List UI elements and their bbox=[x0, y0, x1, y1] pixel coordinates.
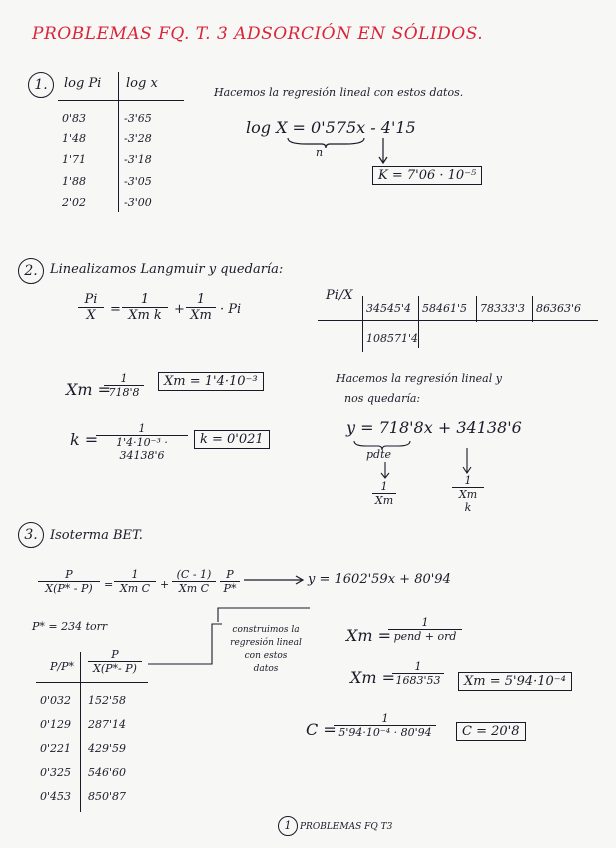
p2-intercept-inverse bbox=[452, 474, 484, 514]
p1-row-3-logx: -3'18 bbox=[124, 153, 152, 166]
p1-table-divider bbox=[118, 72, 119, 212]
p2-eq-plus: + bbox=[174, 302, 185, 317]
p3-pstar: P* = 234 torr bbox=[32, 620, 108, 633]
p3-eq-lhs-den: X(P* - P) bbox=[45, 582, 93, 595]
p1-table-header-rule bbox=[58, 100, 184, 101]
p2-table-header: Pi/X bbox=[326, 288, 353, 303]
problem-3-number: 3. bbox=[18, 522, 44, 548]
p2-table-value-5: 108571'4 bbox=[366, 332, 419, 345]
p1-col-logpi: log Pi bbox=[64, 76, 102, 91]
p3-xm-def-den: pend + ord bbox=[393, 630, 457, 643]
p3-eq-term3 bbox=[220, 568, 240, 595]
p2-k-num: 1 bbox=[96, 422, 188, 436]
p3-col-2-num: P bbox=[88, 648, 142, 662]
p3-eq-term1 bbox=[114, 568, 156, 595]
p2-eq-term1 bbox=[122, 292, 168, 323]
p3-eq-term2-den: Xm C bbox=[178, 582, 210, 595]
p3-row-2-ppstar: 0'129 bbox=[40, 718, 72, 731]
p1-row-2-logpi: 1'48 bbox=[62, 132, 87, 145]
p3-eq-equals: = bbox=[104, 578, 114, 591]
p2-note-line1: Hacemos la regresión lineal y bbox=[336, 372, 502, 385]
p3-eq-term2 bbox=[172, 568, 216, 595]
p2-eq-term1-den: Xm k bbox=[128, 308, 162, 323]
p2-table-rule bbox=[318, 320, 598, 321]
p3-table-divider bbox=[80, 652, 81, 812]
p3-c-result-box: C = 20'8 bbox=[456, 722, 526, 741]
p3-c-den: 5'94·10⁻⁴ · 80'94 bbox=[338, 726, 432, 739]
p2-table-value-1: 34545'4 bbox=[366, 302, 412, 315]
p2-k-den: 1'4·10⁻³ · 34138'6 bbox=[116, 436, 168, 462]
p3-regression: y = 1602'59x + 80'94 bbox=[308, 572, 451, 587]
p2-k-result-box: k = 0'021 bbox=[194, 430, 270, 449]
p3-xm-calc-lhs: Xm = bbox=[350, 668, 396, 687]
p2-eq-term2-tail: · Pi bbox=[220, 302, 242, 317]
p2-intercept-inverse-num: 1 bbox=[452, 474, 484, 488]
p3-row-2-value: 287'14 bbox=[88, 718, 127, 731]
p1-row-5-logx: -3'00 bbox=[124, 196, 152, 209]
page-title: PROBLEMAS FQ. T. 3 ADSORCIÓN EN SÓLIDOS. bbox=[32, 24, 484, 44]
problem-1-number: 1. bbox=[28, 72, 54, 98]
p2-eq-lhs-num: Pi bbox=[78, 292, 104, 308]
p3-xm-def-lhs: Xm = bbox=[346, 626, 392, 645]
p3-side-note bbox=[224, 624, 308, 676]
p2-eq-term2 bbox=[186, 292, 216, 323]
p2-table-divider-4 bbox=[532, 296, 533, 322]
p3-side-note-bracket bbox=[214, 604, 314, 624]
p1-n-label: n bbox=[316, 146, 324, 159]
p2-table-value-4: 86363'6 bbox=[536, 302, 582, 315]
p1-row-3-logpi: 1'71 bbox=[62, 153, 87, 166]
p3-row-1-value: 152'58 bbox=[88, 694, 127, 707]
p3-xm-calc-num: 1 bbox=[392, 660, 444, 674]
p2-table-divider-1 bbox=[362, 296, 363, 352]
p2-xm-lhs: Xm = bbox=[66, 380, 112, 399]
p2-slope-inverse-den: Xm bbox=[374, 494, 394, 507]
p3-col-2 bbox=[88, 648, 142, 675]
p2-intercept-arrow bbox=[462, 448, 472, 476]
p2-eq-term2-den: Xm bbox=[190, 308, 212, 323]
p2-slope-inverse-num: 1 bbox=[372, 480, 396, 494]
p3-eq-plus: + bbox=[160, 578, 170, 591]
p1-k-arrow bbox=[378, 138, 388, 166]
p1-row-2-logx: -3'28 bbox=[124, 132, 152, 145]
p2-eq-term2-num: 1 bbox=[186, 292, 216, 308]
p2-slope-inverse bbox=[372, 480, 396, 507]
p3-col-ppstar: P/P* bbox=[50, 660, 75, 673]
p1-row-1-logx: -3'65 bbox=[124, 112, 152, 125]
p2-xm-fraction bbox=[104, 372, 144, 399]
p3-row-5-value: 850'87 bbox=[88, 790, 127, 803]
p1-k-result-box: K = 7'06 · 10⁻⁵ bbox=[372, 166, 482, 185]
p3-side-note-line1: construimos la bbox=[232, 625, 300, 635]
p2-slope-label: pdte bbox=[366, 448, 392, 461]
p2-table-divider-2 bbox=[418, 296, 419, 348]
p1-col-logx: log x bbox=[126, 76, 158, 91]
p3-col-2-den: X(P*- P) bbox=[93, 662, 137, 675]
p3-eq-lhs-num: P bbox=[38, 568, 100, 582]
p3-side-note-line4: datos bbox=[253, 664, 279, 674]
p2-intercept-inverse-den: Xm k bbox=[458, 488, 478, 514]
p1-n-brace bbox=[286, 136, 366, 148]
p2-note-line2: nos quedaría: bbox=[344, 392, 421, 405]
p3-eq-lhs bbox=[38, 568, 100, 595]
p3-eq-term2-num: (C - 1) bbox=[172, 568, 216, 582]
p3-side-note-line3: con estos bbox=[244, 651, 288, 661]
p3-xm-def-fraction bbox=[388, 616, 462, 643]
p2-xm-result-box: Xm = 1'4·10⁻³ bbox=[158, 372, 264, 391]
p3-xm-calc-den: 1683'53 bbox=[395, 674, 441, 687]
p3-eq-term1-num: 1 bbox=[114, 568, 156, 582]
p3-side-note-line2: regresión lineal bbox=[230, 638, 302, 648]
p1-row-4-logx: -3'05 bbox=[124, 175, 152, 188]
p3-row-3-value: 429'59 bbox=[88, 742, 127, 755]
p2-heading: Linealizamos Langmuir y quedaría: bbox=[50, 262, 284, 277]
p1-row-4-logpi: 1'88 bbox=[62, 175, 87, 188]
p2-eq-term1-num: 1 bbox=[122, 292, 168, 308]
p3-c-lhs: C = bbox=[306, 720, 337, 739]
p3-row-4-value: 546'60 bbox=[88, 766, 127, 779]
p3-xm-result-box: Xm = 5'94·10⁻⁴ bbox=[458, 672, 572, 691]
p2-table-value-2: 58461'5 bbox=[422, 302, 468, 315]
p2-eq-lhs-den: X bbox=[86, 308, 96, 323]
p3-xm-def-num: 1 bbox=[388, 616, 462, 630]
p2-table-value-3: 78333'3 bbox=[480, 302, 526, 315]
p2-regression: y = 718'8x + 34138'6 bbox=[346, 418, 522, 437]
p3-row-1-ppstar: 0'032 bbox=[40, 694, 72, 707]
p2-table-divider-3 bbox=[476, 296, 477, 322]
p3-row-4-ppstar: 0'325 bbox=[40, 766, 72, 779]
p3-eq-term3-num: P bbox=[220, 568, 240, 582]
p1-note: Hacemos la regresión lineal con estos datos. bbox=[214, 86, 464, 99]
p3-heading: Isoterma BET. bbox=[50, 528, 143, 543]
p1-row-1-logpi: 0'83 bbox=[62, 112, 87, 125]
p3-arrow-to-regression bbox=[244, 574, 306, 586]
p3-row-5-ppstar: 0'453 bbox=[40, 790, 72, 803]
p3-eq-term3-den: P* bbox=[223, 582, 237, 595]
footer-page-number: 1 bbox=[278, 816, 298, 836]
p2-k-lhs: k = bbox=[70, 430, 99, 449]
p3-c-fraction bbox=[334, 712, 436, 739]
p1-equation: log X = 0'575x - 4'15 bbox=[246, 118, 416, 137]
p2-k-fraction bbox=[96, 422, 188, 462]
p3-xm-calc-fraction bbox=[392, 660, 444, 687]
p3-eq-term1-den: Xm C bbox=[119, 582, 151, 595]
p1-row-5-logpi: 2'02 bbox=[62, 196, 87, 209]
problem-2-number: 2. bbox=[18, 258, 44, 284]
p2-xm-den: 718'8 bbox=[108, 386, 140, 399]
p3-row-3-ppstar: 0'221 bbox=[40, 742, 72, 755]
p3-connector-line bbox=[146, 620, 226, 670]
p3-table-rule bbox=[36, 682, 148, 683]
p2-xm-num: 1 bbox=[104, 372, 144, 386]
footer-label: PROBLEMAS FQ T3 bbox=[300, 822, 393, 832]
p2-slope-arrow bbox=[380, 462, 390, 480]
p3-c-num: 1 bbox=[334, 712, 436, 726]
p2-eq-lhs bbox=[78, 292, 104, 323]
p2-eq-equals: = bbox=[110, 302, 121, 317]
